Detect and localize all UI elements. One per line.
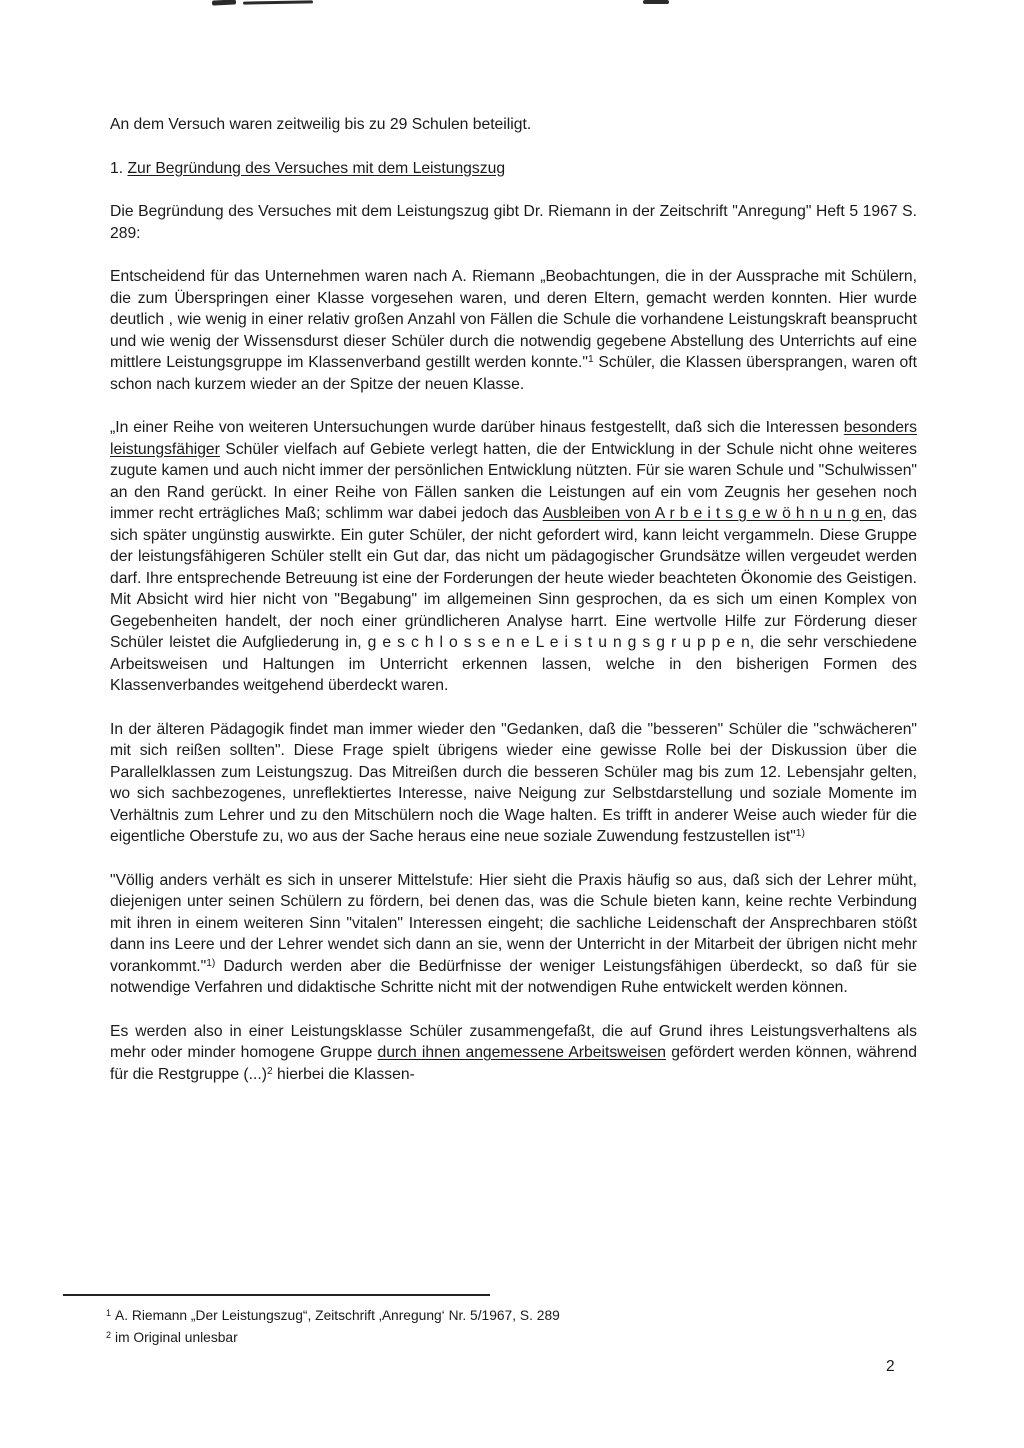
footnote-area — [63, 1294, 924, 1349]
paragraph-leistungsklasse: Es werden also in einer Leistungsklasse Schüler zusammengefaßt, die auf Grund ihres Leistungsverhaltens als mehr oder minder homogene Gruppe durch ihnen angemessene Arbeitsweisen gefördert werden können, während für die Restgruppe (...)$^2$ hierbei die Klassen- — [110, 1022, 917, 1083]
scan-artifact — [212, 0, 236, 6]
paragraph-riemann-quote: Entscheidend für das Unternehmen waren nach A. Riemann „Beobachtungen, die in der Aussprache mit Schülern, die zum Überspringen einer Klasse vorgesehen waren, und deren Eltern, gemacht werden konnten. Hier wurde deutlich , wie wenig in einer relativ großen Anzahl von Fällen die Schule die vorhandene Leistungskraft beansprucht und wie wenig der Wissensdurst dieser Schüler durch die notwendig gegebene Abstellung des Unterrichts auf eine mittlere Leistungsgruppe im Klassenverband gestillt werden konnte."$^1$ Schüler, die Klassen übersprangen, waren oft schon nach kurzem wieder an der Spitze der neuen Klasse. — [110, 268, 917, 393]
footnote-2-text: im Original unlesbar — [115, 1330, 238, 1345]
footnote-1-marker: 1 — [106, 1307, 111, 1318]
section-heading: 1. Zur Begründung des Versuches mit dem Leistungszug — [110, 159, 506, 177]
document-body — [110, 114, 917, 1107]
paragraph-source-reference: Die Begründung des Versuches mit dem Leistungszug gibt Dr. Riemann in der Zeitschrift "Anregung" Heft 5 1967 S. 289: — [110, 203, 917, 242]
footnote-1-text: A. Riemann „Der Leistungszug“, Zeitschrift ‚Anregung‘ Nr. 5/1967, S. 289 — [115, 1308, 560, 1323]
intro-paragraph: An dem Versuch waren zeitweilig bis zu 29 Schulen beteiligt. — [110, 116, 532, 133]
scan-artifact — [643, 0, 669, 4]
footnote-1 — [106, 1305, 924, 1327]
paragraph-paedagogik: In der älteren Pädagogik findet man immer wieder den "Gedanken, daß die "besseren" Schüler die "schwächeren" mit sich reißen sollten". Diese Frage spielt übrigens wieder eine gewisse Rolle bei der Diskussion über die Parallelklassen zum Leistungszug. Das Mitreißen durch die besseren Schüler mag bis zum 12. Lebensjahr gelten, wo sich sachbezogenes, unreflektiertes Interesse, naive Neigung zur Selbstdarstellung und soziale Momente im Verhältnis zum Lehrer und zu den Mitschülern noch die Wage halten. Es trifft in anderer Weise auch wieder für die eigentliche Oberstufe zu, wo aus der Sache heraus eine neue soziale Zuwendung festzustellen ist"$^{1)}$ — [110, 720, 917, 845]
paragraph-mittelstufe: "Völlig anders verhält es sich in unserer Mittelstufe: Hier sieht die Praxis häufig so aus, daß sich der Lehrer müht, diejenigen unter seinen Schülern zu fördern, bei denen das, was die Schule bieten kann, keine rechte Verbindung mit ihren in einem weiteren Sinn "vitalen" Interessen eingeht; die sachliche Leidenschaft der Ansprechbaren stößt dann ins Leere und der Lehrer wendet sich dann an sie, wenn der Unterricht in der Mitarbeit der übrigen nicht mehr vorankommt."$^{1)}$ Dadurch werden aber die Bedürfnisse der weniger Leistungsfähigen überdeckt, so daß für sie notwendige Verfahren und didaktische Schritte nicht mit der notwendigen Ruhe entwickelt werden können. — [110, 871, 917, 996]
scan-artifact — [243, 0, 313, 4]
paragraph-untersuchungen: „In einer Reihe von weiteren Untersuchungen wurde darüber hinaus festgestellt, daß sich die Interessen besonders leistungsfähiger Schüler vielfach auf Gebiete verlegt hatten, die der Entwicklung in der Schule nicht ohne weiteres zugute kamen und auch nicht immer der persönlichen Entwicklung nützten. Für sie waren Schule und "Schulwissen" an den Rand gerückt. In einer Reihe von Fällen sanken die Leistungen auf ein vom Zeugnis her gesehen noch immer recht erträgliches Maß; schlimm war dabei jedoch das Ausbleiben von A r b e i t s g e w ö h n u n g en, das sich später ungünstig auswirkte. Ein guter Schüler, der nicht gefordert wird, kann leicht vergammeln. Diese Gruppe der leistungsfähigeren Schüler stellt ein Gut dar, das nicht um pädagogischer Grundsätze willen vergeudet werden darf. Ihre entsprechende Betreuung ist eine der Forderungen der heute wieder beachteten Ökonomie des Geistigen. Mit Absicht wird hier nicht von "Begabung" im allgemeinen Sinn gesprochen, da es sich um einen Komplex von Gegebenheiten handelt, der noch einer gründlicheren Analyse harrt. Eine wertvolle Hilfe zur Förderung dieser Schüler leistet die Aufgliederung in, g e s c h l o s s e n e L e i s t u n g s g r u p p e n, die sehr verschiedene Arbeitsweisen und Haltungen im Unterricht erkennen lassen, welche in den bisherigen Formen des Klassenverbandes weitgehend überdeckt waren. — [110, 419, 918, 694]
footnote-2-marker: 2 — [106, 1329, 111, 1340]
page-number: 2 — [886, 1358, 895, 1375]
footnote-2 — [106, 1327, 924, 1349]
footnote-separator-line — [63, 1294, 490, 1296]
